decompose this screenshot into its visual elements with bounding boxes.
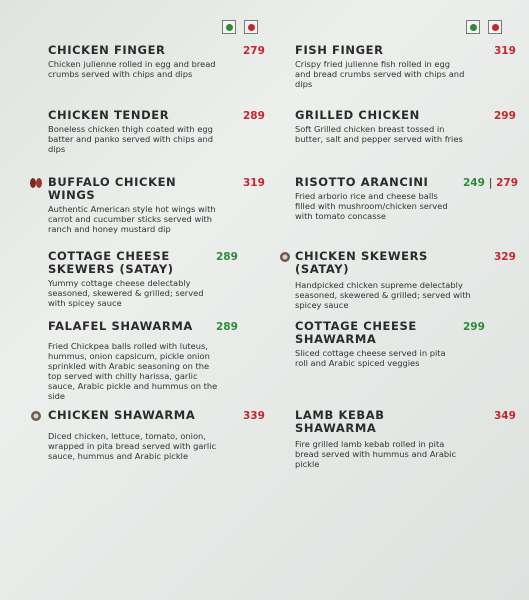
item-description: Soft Grilled chicken breast tossed in butter, salt and pepper served with fries bbox=[295, 124, 463, 144]
menu-item-lamb-kebab-shawarma bbox=[295, 409, 465, 469]
mushroom-icon bbox=[278, 251, 292, 263]
menu-item-falafel-shawarma bbox=[48, 320, 220, 401]
price-separator: | bbox=[488, 177, 493, 189]
item-title: COTTAGE CHEESE SHAWARMA bbox=[295, 319, 417, 346]
item-price: 289 bbox=[243, 110, 265, 122]
menu-item-chicken-tender bbox=[48, 109, 218, 154]
mushroom-icon bbox=[29, 410, 43, 422]
menu-item-chicken-skewers bbox=[295, 250, 475, 310]
item-title: LAMB KEBAB SHAWARMA bbox=[295, 408, 385, 435]
indicator-group-right bbox=[466, 20, 502, 34]
item-description: Chicken julienne rolled in egg and bread crumbs served with chips and dips bbox=[48, 59, 216, 79]
item-title: GRILLED CHICKEN bbox=[295, 108, 420, 122]
item-price: 319 bbox=[494, 45, 516, 57]
item-description: Yummy cottage cheese delectably seasoned, skewered & grilled; served with spicey sauce bbox=[48, 278, 204, 308]
item-title: CHICKEN TENDER bbox=[48, 108, 170, 122]
item-description: Fried Chickpea balls rolled with luteus, hummus, onion capsicum, pickle onion sprinkled with Arabic seasoning on the top served with chilly harissa, garlic sauce, Arabic pickle and hummus on the side bbox=[48, 341, 218, 401]
menu-item-chicken-shawarma bbox=[48, 409, 223, 461]
veg-indicator-icon bbox=[466, 20, 480, 34]
item-price: 339 bbox=[243, 410, 265, 422]
item-price: 289 bbox=[216, 251, 238, 263]
item-title: BUFFALO CHICKEN WINGS bbox=[48, 175, 177, 202]
nonveg-indicator-icon bbox=[244, 20, 258, 34]
item-price: 299 bbox=[463, 321, 485, 333]
item-description: Boneless chicken thigh coated with egg batter and panko served with chips and dips bbox=[48, 124, 214, 154]
menu-item-risotto-arancini bbox=[295, 176, 460, 221]
item-description: Sliced cottage cheese served in pita roll and Arabic spiced veggies bbox=[295, 348, 446, 368]
menu-item-fish-finger bbox=[295, 44, 465, 89]
item-price: 349 bbox=[494, 410, 516, 422]
nonveg-indicator-icon bbox=[488, 20, 502, 34]
item-title: FALAFEL SHAWARMA bbox=[48, 319, 193, 333]
item-title: COTTAGE CHEESE SKEWERS (SATAY) bbox=[48, 249, 174, 276]
item-price: 329 bbox=[494, 251, 516, 263]
item-price-veg: 249 bbox=[463, 177, 485, 189]
item-title: CHICKEN SKEWERS (SATAY) bbox=[295, 249, 428, 276]
menu-item-buffalo-chicken-wings bbox=[48, 176, 218, 234]
item-description: Fried arborio rice and cheese balls filled with mushroom/chicken served with tomato concasse bbox=[295, 191, 448, 221]
item-title: CHICKEN FINGER bbox=[48, 43, 166, 57]
menu-item-cottage-cheese-skewers bbox=[48, 250, 213, 308]
item-price: 299 bbox=[494, 110, 516, 122]
item-price: 279 bbox=[243, 45, 265, 57]
item-title: RISOTTO ARANCINI bbox=[295, 175, 429, 189]
item-description: Authentic American style hot wings with carrot and cucumber sticks served with ranch and honey mustard dip bbox=[48, 204, 216, 234]
veg-indicator-icon bbox=[222, 20, 236, 34]
menu-item-chicken-finger bbox=[48, 44, 218, 79]
menu-item-grilled-chicken bbox=[295, 109, 465, 144]
indicator-group-left bbox=[222, 20, 258, 34]
item-description: Crispy fried julienne fish rolled in egg and bread crumbs served with chips and dips bbox=[295, 59, 465, 89]
item-price: 289 bbox=[216, 321, 238, 333]
item-description: Diced chicken, lettuce, tomato, onion, wrapped in pita bread served with garlic sauce, hummus and Arabic pickle bbox=[48, 431, 217, 461]
menu-item-cottage-cheese-shawarma bbox=[295, 320, 455, 368]
item-description: Handpicked chicken supreme delectably seasoned, skewered & grilled; served with spicey sauce bbox=[295, 280, 471, 310]
item-title: CHICKEN SHAWARMA bbox=[48, 408, 196, 422]
item-description: Fire grilled lamb kebab rolled in pita bread served with hummus and Arabic pickle bbox=[295, 439, 457, 469]
item-price: 319 bbox=[243, 177, 265, 189]
chilli-icon bbox=[29, 177, 43, 189]
item-title: FISH FINGER bbox=[295, 43, 384, 57]
item-price-dual bbox=[463, 177, 518, 190]
item-price-nonveg: 279 bbox=[496, 177, 518, 189]
